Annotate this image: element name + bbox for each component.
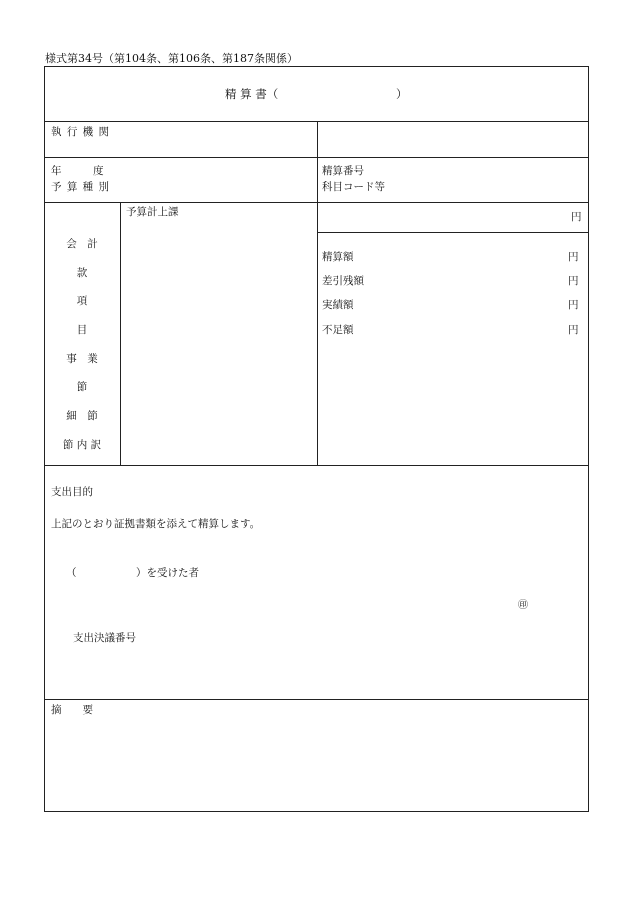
divider-col-categories — [120, 202, 121, 465]
divider-purpose — [44, 699, 589, 700]
account-code-label: 科目コード等 — [322, 181, 385, 193]
receiver-open-paren: （ — [66, 567, 77, 579]
divider-col-upper — [317, 121, 318, 202]
statement-text: 上記のとおり証拠書類を添えて精算します。 — [51, 518, 261, 530]
budget-department-label: 予算計上課 — [126, 206, 179, 218]
category-setsu-breakdown: 節 内 訳 — [62, 439, 102, 451]
settlement-amount-unit: 円 — [568, 251, 579, 263]
form-title-close: ） — [396, 87, 408, 101]
executing-agency-label: 執 行 機 関 — [51, 126, 111, 138]
remarks-label: 摘 要 — [51, 704, 93, 716]
fiscal-year-label: 年 度 — [51, 165, 104, 177]
category-saisetsu: 細 節 — [66, 410, 98, 422]
shortfall-label: 不足額 — [322, 324, 354, 336]
category-setsu: 節 — [76, 381, 88, 393]
category-account: 会 計 — [66, 238, 98, 250]
divider-col-amounts — [317, 202, 318, 465]
form-title: 精 算 書（ — [225, 87, 279, 101]
receiver-label: ）を受けた者 — [136, 567, 199, 579]
form-reference: 様式第34号（第104条、第106条、第187条関係） — [45, 52, 298, 65]
settlement-amount-label: 精算額 — [322, 251, 354, 263]
remaining-balance-label: 差引残額 — [322, 275, 364, 287]
category-project: 事 業 — [66, 353, 98, 365]
seal-icon: ㊞ — [518, 600, 528, 611]
remaining-balance-unit: 円 — [568, 275, 579, 287]
executing-agency-field[interactable] — [320, 127, 585, 153]
actual-amount-unit: 円 — [568, 299, 579, 311]
expenditure-decision-number-label: 支出決議番号 — [73, 632, 136, 644]
budget-type-label: 予 算 種 別 — [51, 181, 111, 193]
category-kan: 款 — [76, 267, 88, 279]
budget-yen-unit: 円 — [571, 211, 582, 223]
expenditure-purpose-label: 支出目的 — [51, 486, 93, 498]
settlement-number-label: 精算番号 — [322, 165, 364, 177]
shortfall-unit: 円 — [568, 324, 579, 336]
divider-budget — [44, 465, 589, 466]
actual-amount-label: 実績額 — [322, 299, 354, 311]
category-kou: 項 — [76, 295, 88, 307]
divider-yen — [317, 232, 589, 233]
category-moku: 目 — [76, 324, 88, 336]
